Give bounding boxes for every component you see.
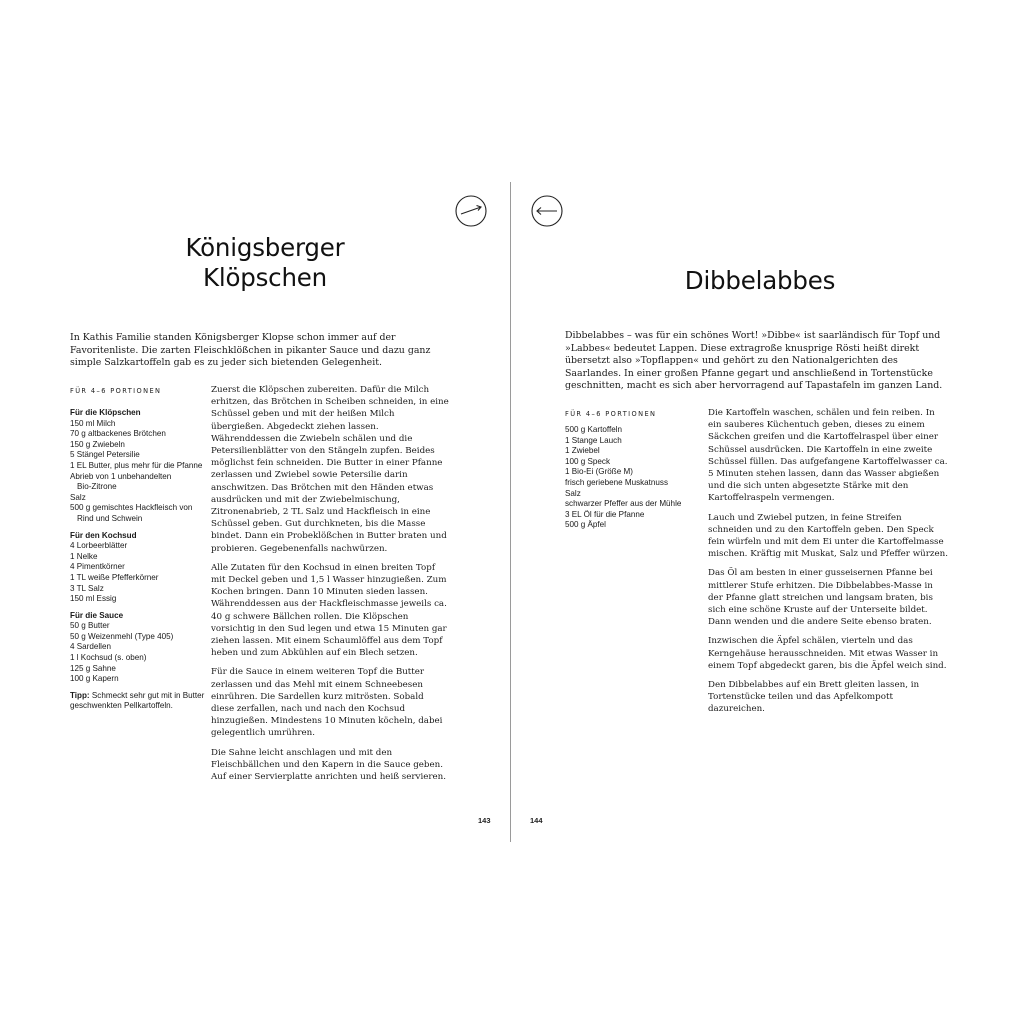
recipe-tip bbox=[70, 691, 205, 712]
serving-size-right: FÜR 4–6 PORTIONEN bbox=[565, 410, 657, 418]
method-paragraph: Lauch und Zwiebel putzen, in feine Streifen schneiden und zu den Kartoffeln geben. Den Speck fein würfeln und mit dem Ei unter die Kartoffelmasse mischen. Kräftig mit Muskat, Salz und Pfeffer würzen. bbox=[708, 512, 948, 560]
title-line: Dibbelabbes bbox=[684, 266, 836, 295]
ingredient-group bbox=[70, 611, 205, 685]
ingredient-item: 3 EL Öl für die Pfanne bbox=[565, 509, 645, 519]
ingredient-item: Salz bbox=[70, 492, 86, 502]
ingredient-item: 150 g Zwiebeln bbox=[70, 439, 125, 449]
ingredient-item: 1 l Kochsud (s. oben) bbox=[70, 653, 147, 663]
ingredient-item: 50 g Butter bbox=[70, 621, 110, 631]
ingredient-group-title: Für die Sauce bbox=[70, 610, 124, 620]
title-line: Klöpschen bbox=[203, 263, 327, 292]
ingredient-item: 100 g Speck bbox=[565, 456, 610, 466]
tip-label: Tipp: bbox=[70, 690, 90, 700]
ingredient-item: 100 g Kapern bbox=[70, 674, 119, 684]
ingredient-group-title: Für den Kochsud bbox=[70, 530, 137, 540]
ingredient-item: 5 Stängel Petersilie bbox=[70, 450, 140, 460]
ingredient-group-title: Für die Klöpschen bbox=[70, 408, 141, 417]
ingredient-item: 500 g Äpfel bbox=[565, 520, 606, 530]
ingredient-list-left bbox=[70, 408, 205, 712]
ingredient-item: 1 TL weiße Pfefferkörner bbox=[70, 572, 159, 582]
ingredient-item: Rind und Schwein bbox=[77, 513, 143, 523]
ingredient-item: 1 Nelke bbox=[70, 551, 98, 561]
method-text-left bbox=[211, 384, 449, 790]
ingredient-item: 1 Stange Lauch bbox=[565, 435, 622, 445]
ingredient-item: 4 Pimentkörner bbox=[70, 562, 125, 572]
ingredient-group bbox=[70, 531, 205, 605]
ingredient-item: 125 g Sahne bbox=[70, 663, 116, 673]
title-line: Königsberger bbox=[185, 233, 345, 262]
page-number-right: 144 bbox=[530, 816, 543, 825]
ingredient-item: 4 Lorbeerblätter bbox=[70, 541, 128, 551]
ingredient-item: 1 Zwiebel bbox=[565, 446, 600, 456]
recipe-intro-right: Dibbelabbes – was für ein schönes Wort! »Dibbe« ist saarländisch für Topf und »Labbes« bedeutet Lappen. Diese extragroße knusprige Rösti heißt direkt übersetzt also »Topflappen« und gehört zu den Nationalgerichten des Saarlandes. In einer großen Pfanne gegart und anschließend in Tortenstücke geschnitten, macht es sich aber hervorragend auf Tapastafeln im ganzen Land. bbox=[565, 330, 943, 392]
ingredient-group bbox=[70, 408, 205, 525]
arrow-left-circle-icon[interactable] bbox=[531, 195, 563, 227]
method-paragraph: Die Sahne leicht anschlagen und mit den Fleischbällchen und den Kapern in die Sauce geben. Auf einer Servierplatte anrichten und heiß servieren. bbox=[211, 747, 447, 783]
method-paragraph: Für die Sauce in einem weiteren Topf die Butter zerlassen und das Mehl mit einem Schneebesen einrühren. Die Sardellen kurz mitrösten. Sobald diese zerfallen, nach und nach den Kochsud hinzugießen. Mindestens 10 Minuten köcheln, dabei gelegentlich umrühren. bbox=[211, 667, 443, 739]
ingredient-item: Abrieb von 1 unbehandelten bbox=[70, 471, 172, 481]
ingredient-item: 4 Sardellen bbox=[70, 642, 111, 652]
ingredient-list-right bbox=[565, 425, 705, 531]
ingredient-item: 150 ml Milch bbox=[70, 418, 116, 428]
page-gutter bbox=[510, 182, 511, 842]
recipe-title-right bbox=[630, 266, 890, 296]
ingredient-item: 500 g gemischtes Hackfleisch von bbox=[70, 503, 193, 513]
method-paragraph: Das Öl am besten in einer gusseisernen Pfanne bei mittlerer Stufe erhitzen. Die Dibbelabbes-Masse in der Pfanne glatt streichen und langsam braten, bis sich eine schöne Kruste auf der Unterseite bildet. Dann wenden und die andere Seite ebenso braten. bbox=[708, 568, 933, 628]
ingredient-item: 50 g Weizenmehl (Type 405) bbox=[70, 631, 174, 641]
recipe-title-left bbox=[140, 233, 390, 293]
recipe-intro-left: In Kathis Familie standen Königsberger Klopse schon immer auf der Favoritenliste. Die zarten Fleischklößchen in pikanter Sauce und dazu ganz simple Salzkartoffeln gab es zu jeder sich bietenden Gelegenheit. bbox=[70, 332, 431, 369]
ingredient-item: 500 g Kartoffeln bbox=[565, 425, 622, 434]
method-paragraph: Den Dibbelabbes auf ein Brett gleiten lassen, in Tortenstücke teilen und das Apfelkompott dazureichen. bbox=[708, 680, 920, 715]
method-paragraph: Die Kartoffeln waschen, schälen und fein reiben. In ein sauberes Küchentuch geben, dieses zu einem Säckchen greifen und die Kartoffelraspel über einer Schüssel ausdrücken. Die Kartoffeln in eine zweite Schüssel füllen. Das aufgefangene Kartoffelwasser ca. 5 Minuten stehen lassen, dann das Wasser abgießen und die sich unten abgesetzte Stärke mit den Kartoffelraspeln vermengen. bbox=[708, 408, 948, 504]
ingredient-item: 150 ml Essig bbox=[70, 594, 117, 604]
ingredient-item: 70 g altbackenes Brötchen bbox=[70, 429, 166, 439]
serving-size-left: FÜR 4–6 PORTIONEN bbox=[70, 387, 162, 395]
method-text-right bbox=[708, 407, 948, 723]
method-paragraph: Alle Zutaten für den Kochsud in einen breiten Topf mit Deckel geben und 1,5 l Wasser hinzugießen. Zum Kochen bringen. Dann 10 Minuten sieden lassen. Währenddessen aus der Hackfleischmasse jeweils ca. 40 g schwere Bällchen rollen. Die Klöpschen vorsichtig in den Sud legen und etwa 15 Minuten gar ziehen lassen. Mit einem Schaumlöffel aus dem Topf heben und zum Abkühlen auf ein Blech setzen. bbox=[211, 562, 447, 659]
ingredient-item: Salz bbox=[565, 488, 581, 498]
page-number-left: 143 bbox=[478, 816, 491, 825]
method-paragraph: Inzwischen die Äpfel schälen, vierteln und das Kerngehäuse herausschneiden. Mit etwas Wasser in einem Topf abgedeckt garen, bis die Äpfel weich sind. bbox=[708, 636, 947, 671]
ingredient-item: schwarzer Pfeffer aus der Mühle bbox=[565, 499, 682, 509]
ingredient-item: 1 Bio-Ei (Größe M) bbox=[565, 467, 633, 477]
tip-text: Schmeckt sehr gut mit in Butter geschwenkten Pellkartoffeln. bbox=[70, 690, 205, 711]
ingredient-item: 1 EL Butter, plus mehr für die Pfanne bbox=[70, 460, 203, 470]
ingredient-item: 3 TL Salz bbox=[70, 583, 104, 593]
ingredient-item: Bio-Zitrone bbox=[77, 482, 117, 492]
arrow-right-circle-icon[interactable] bbox=[455, 195, 487, 227]
method-paragraph: Zuerst die Klöpschen zubereiten. Dafür die Milch erhitzen, das Brötchen in Scheiben schneiden, in eine Schüssel geben und mit der heißen Milch übergießen. Abgedeckt ziehen lassen. Währenddessen die Zwiebeln schälen und die Petersilienblätter von den Stängeln zupfen. Beides möglichst fein schneiden. Die Butter in einer Pfanne zerlassen und Zwiebel sowie Petersilie darin anschwitzen. Das Brötchen mit den Händen etwas ausdrücken und mit der Zwiebelmischung, Zitronenabrieb, 2 TL Salz und Hackfleisch in eine Schüssel geben. Gut durchkneten, bis die Masse bindet. Dann ein Probeklößchen in Butter braten und probieren. Gegebenenfalls nachwürzen. bbox=[211, 385, 449, 554]
ingredient-item: frisch geriebene Muskatnuss bbox=[565, 477, 669, 487]
